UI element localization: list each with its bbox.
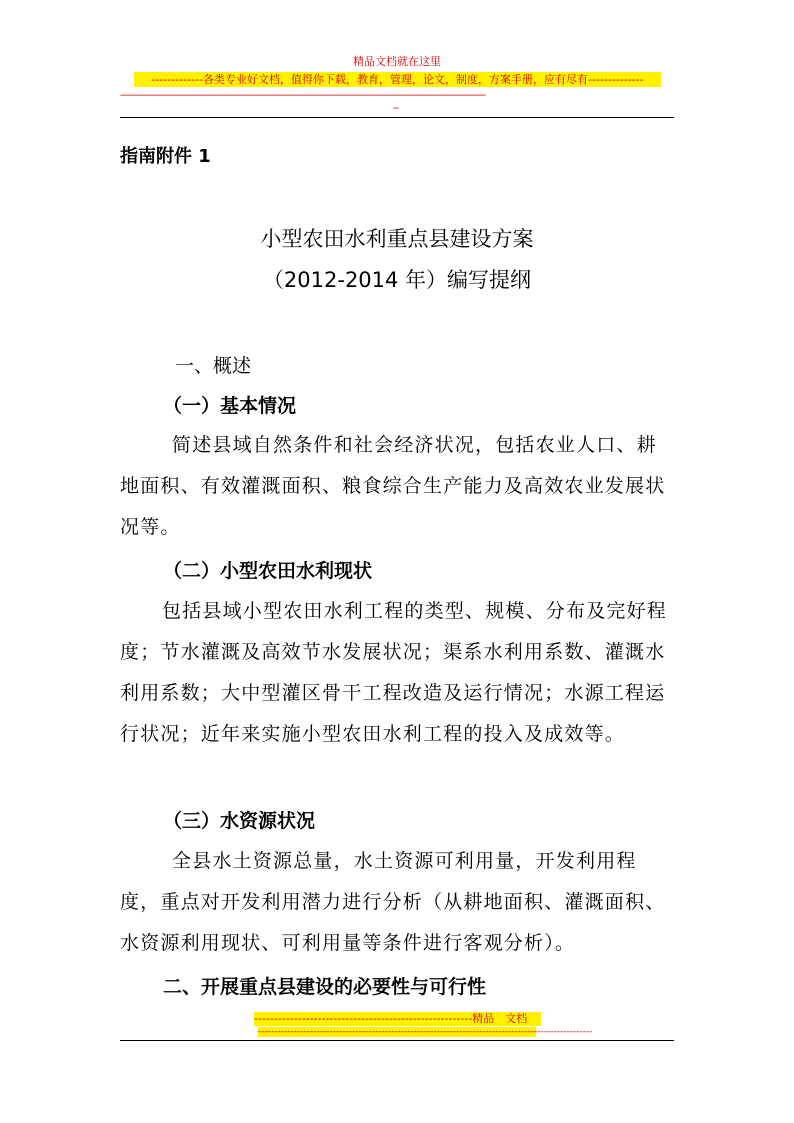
section-2-heading: 二、开展重点县建设的必要性与可行性: [163, 976, 487, 998]
section-1-heading: 一、概述: [175, 355, 252, 377]
header-title: 精品文档就在这里: [353, 55, 441, 68]
appendix-label: 指南附件 1: [120, 146, 211, 167]
section-1-1-body: 简述县域自然条件和社会经济状况，包括农业人口、耕地面积、有效灌溉面积、粮食综合生产能力及高效农业发展状况等。: [120, 434, 666, 538]
footer-rule: [120, 1040, 674, 1041]
document-title-line-1: 小型农田水利重点县建设方案: [260, 227, 534, 251]
section-1-3-body: 全县水土资源总量，水土资源可利用量，开发利用程度，重点对开发利用潜力进行分析（从耕地面积、灌溉面积、水资源利用现状、可利用量等条件进行客观分析）。: [120, 850, 666, 954]
section-1-2-heading: （二）小型农田水利现状: [163, 560, 373, 582]
header-dash-line-2: --: [393, 103, 399, 114]
section-1-3-heading: （三）水资源状况: [163, 810, 316, 832]
document-title-line-2: （2012-2014 年）编写提纲: [262, 268, 532, 292]
section-1-2-body: 包括县域小型农田水利工程的类型、规模、分布及完好程度；节水灌溉及高效节水发展状况；渠系水利用系数、灌溉水利用系数；大中型灌区骨干工程改造及运行情况；水源工程运行状况；近年来实施小型农田水利工程的投入及成效等。: [120, 600, 668, 745]
footer-line-2: -------------------------------------------------------------------------------------------------------: [258, 1027, 593, 1037]
header-rule: [120, 117, 674, 118]
section-1-1-heading: （一）基本情况: [163, 395, 297, 417]
header-tagline: -------------各类专业好文档，值得你下载，教育，管理，论文，制度，方案手册，应有尽有--------------: [134, 72, 661, 87]
header-dash-line: --------------------------------------------------------------------------------------------------------------------------------------------: [120, 90, 486, 101]
footer-line-1: -------------------------------------------------------精品 文档: [254, 1012, 541, 1026]
